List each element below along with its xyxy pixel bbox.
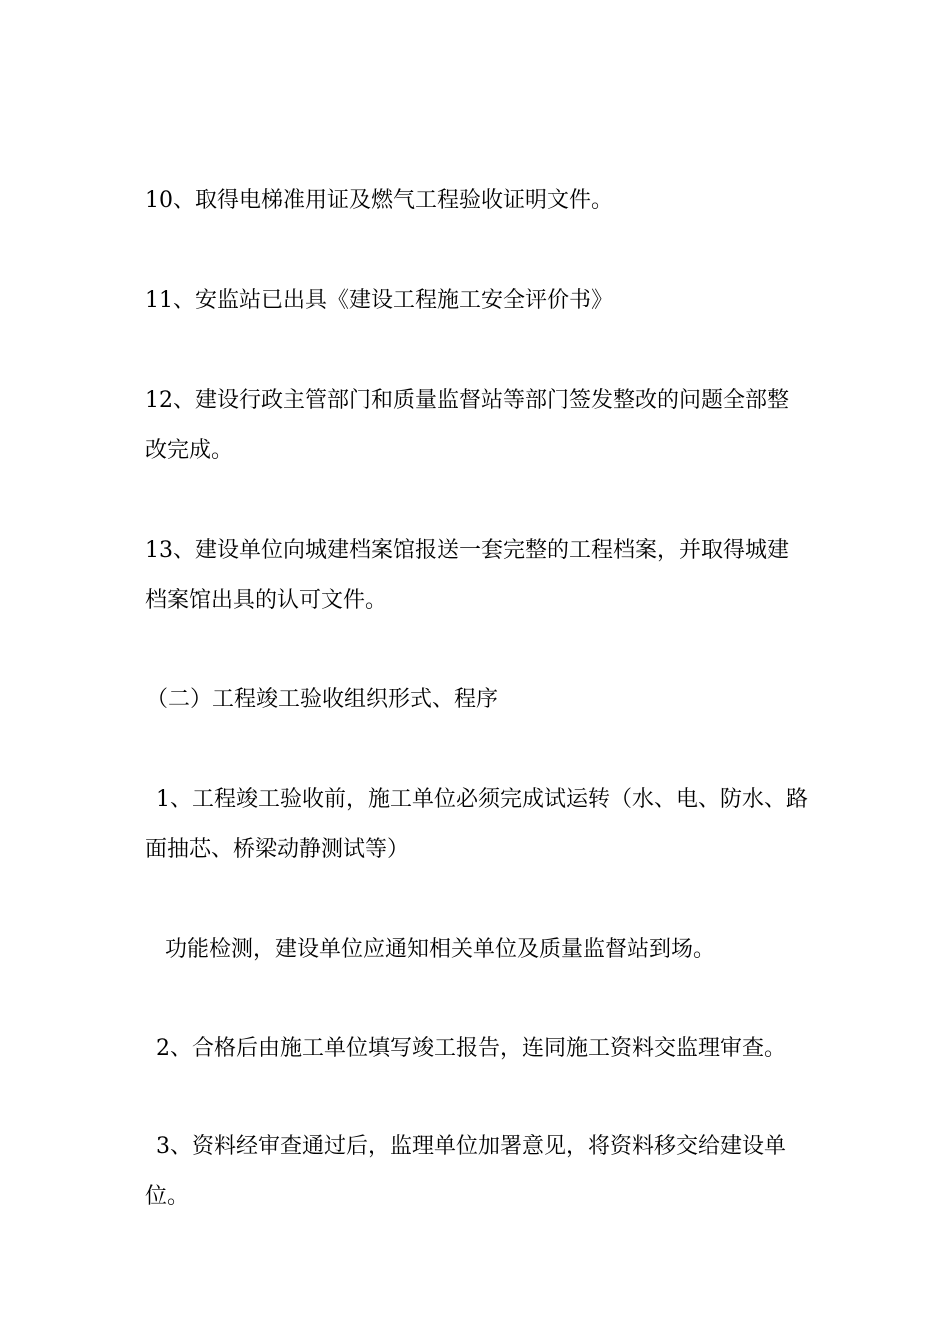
procedure-step-2: 2、合格后由施工单位填写竣工报告，连同施工资料交监理审查。 [156,1036,786,1061]
paragraph-item-11: 11、安监站已出具《建设工程施工安全评价书》 [145,288,613,313]
procedure-step-1: 1、工程竣工验收前，施工单位必须完成试运转（水、电、防水、路面抽芯、桥梁动静测试等） [145,787,808,862]
procedure-step-3: 3、资料经审查通过后，监理单位加署意见，将资料移交给建设单位。 [145,1134,786,1209]
paragraph-item-13: 13、建设单位向城建档案馆报送一套完整的工程档案，并取得城建档案馆出具的认可文件。 [145,538,789,613]
section-heading: （二）工程竣工验收组织形式、程序 [146,687,499,712]
procedure-step-1-continued: 功能检测，建设单位应通知相关单位及质量监督站到场。 [165,937,716,962]
paragraph-item-10: 10、取得电梯准用证及燃气工程验收证明文件。 [145,188,613,213]
paragraph-item-12: 12、建设行政主管部门和质量监督站等部门签发整改的问题全部整改完成。 [145,388,789,463]
